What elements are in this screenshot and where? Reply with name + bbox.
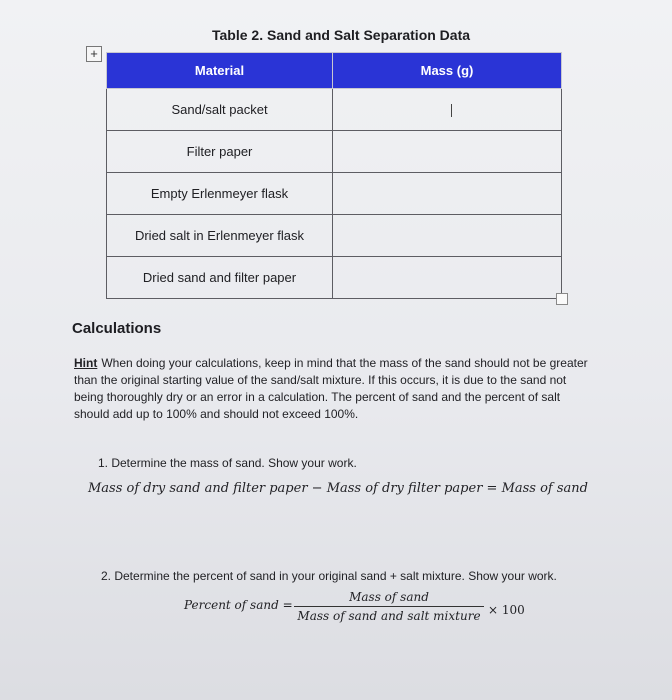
text-cursor (451, 104, 452, 117)
fraction-denominator: Mass of sand and salt mixture (297, 609, 481, 623)
step-2-instruction: 2. Determine the percent of sand in your original sand + salt mixture. Show your work. (101, 569, 557, 583)
table-row (107, 215, 562, 257)
hint-paragraph (74, 355, 594, 423)
hint-text: When doing your calculations, keep in mind that the mass of the sand should not be greater than the original starting value of the sand/salt mixture. If this occurs, it is due to the sand not being thoroughly dry or an error in a calculation. The percent of sand and the percent of salt should add up to 100% and should not exceed 100%. (74, 356, 588, 421)
table-row (107, 89, 562, 131)
hint-label: Hint (74, 356, 98, 370)
table-header-row (107, 53, 562, 89)
table-row (107, 173, 562, 215)
material-cell: Empty Erlenmeyer flask (107, 173, 333, 215)
step-1-instruction: 1. Determine the mass of sand. Show your work. (98, 456, 357, 470)
mass-input-cell[interactable] (333, 173, 562, 215)
material-cell: Filter paper (107, 131, 333, 173)
header-material: Material (107, 53, 333, 89)
fraction-numerator: Mass of sand (349, 590, 429, 604)
mass-input-cell[interactable] (333, 89, 562, 131)
material-cell: Dried salt in Erlenmeyer flask (107, 215, 333, 257)
mass-input-cell[interactable] (333, 215, 562, 257)
equation-percent-label: Percent of sand = (184, 598, 293, 612)
table-title: Table 2. Sand and Salt Separation Data (212, 27, 471, 43)
equation-mass-of-sand: Mass of dry sand and filter paper − Mass of dry filter paper = Mass of sand (88, 481, 588, 496)
data-table (106, 52, 562, 299)
equation-fraction (294, 590, 484, 623)
table-row (107, 131, 562, 173)
table-move-handle-icon[interactable]: + (86, 46, 102, 62)
table-resize-handle-icon[interactable] (556, 293, 568, 305)
equation-multiplier: × 100 (488, 603, 525, 617)
calculations-heading: Calculations (72, 320, 162, 337)
header-mass: Mass (g) (333, 53, 562, 89)
mass-input-cell[interactable] (333, 131, 562, 173)
mass-input-cell[interactable] (333, 257, 562, 299)
material-cell: Dried sand and filter paper (107, 257, 333, 299)
table-row (107, 257, 562, 299)
material-cell: Sand/salt packet (107, 89, 333, 131)
